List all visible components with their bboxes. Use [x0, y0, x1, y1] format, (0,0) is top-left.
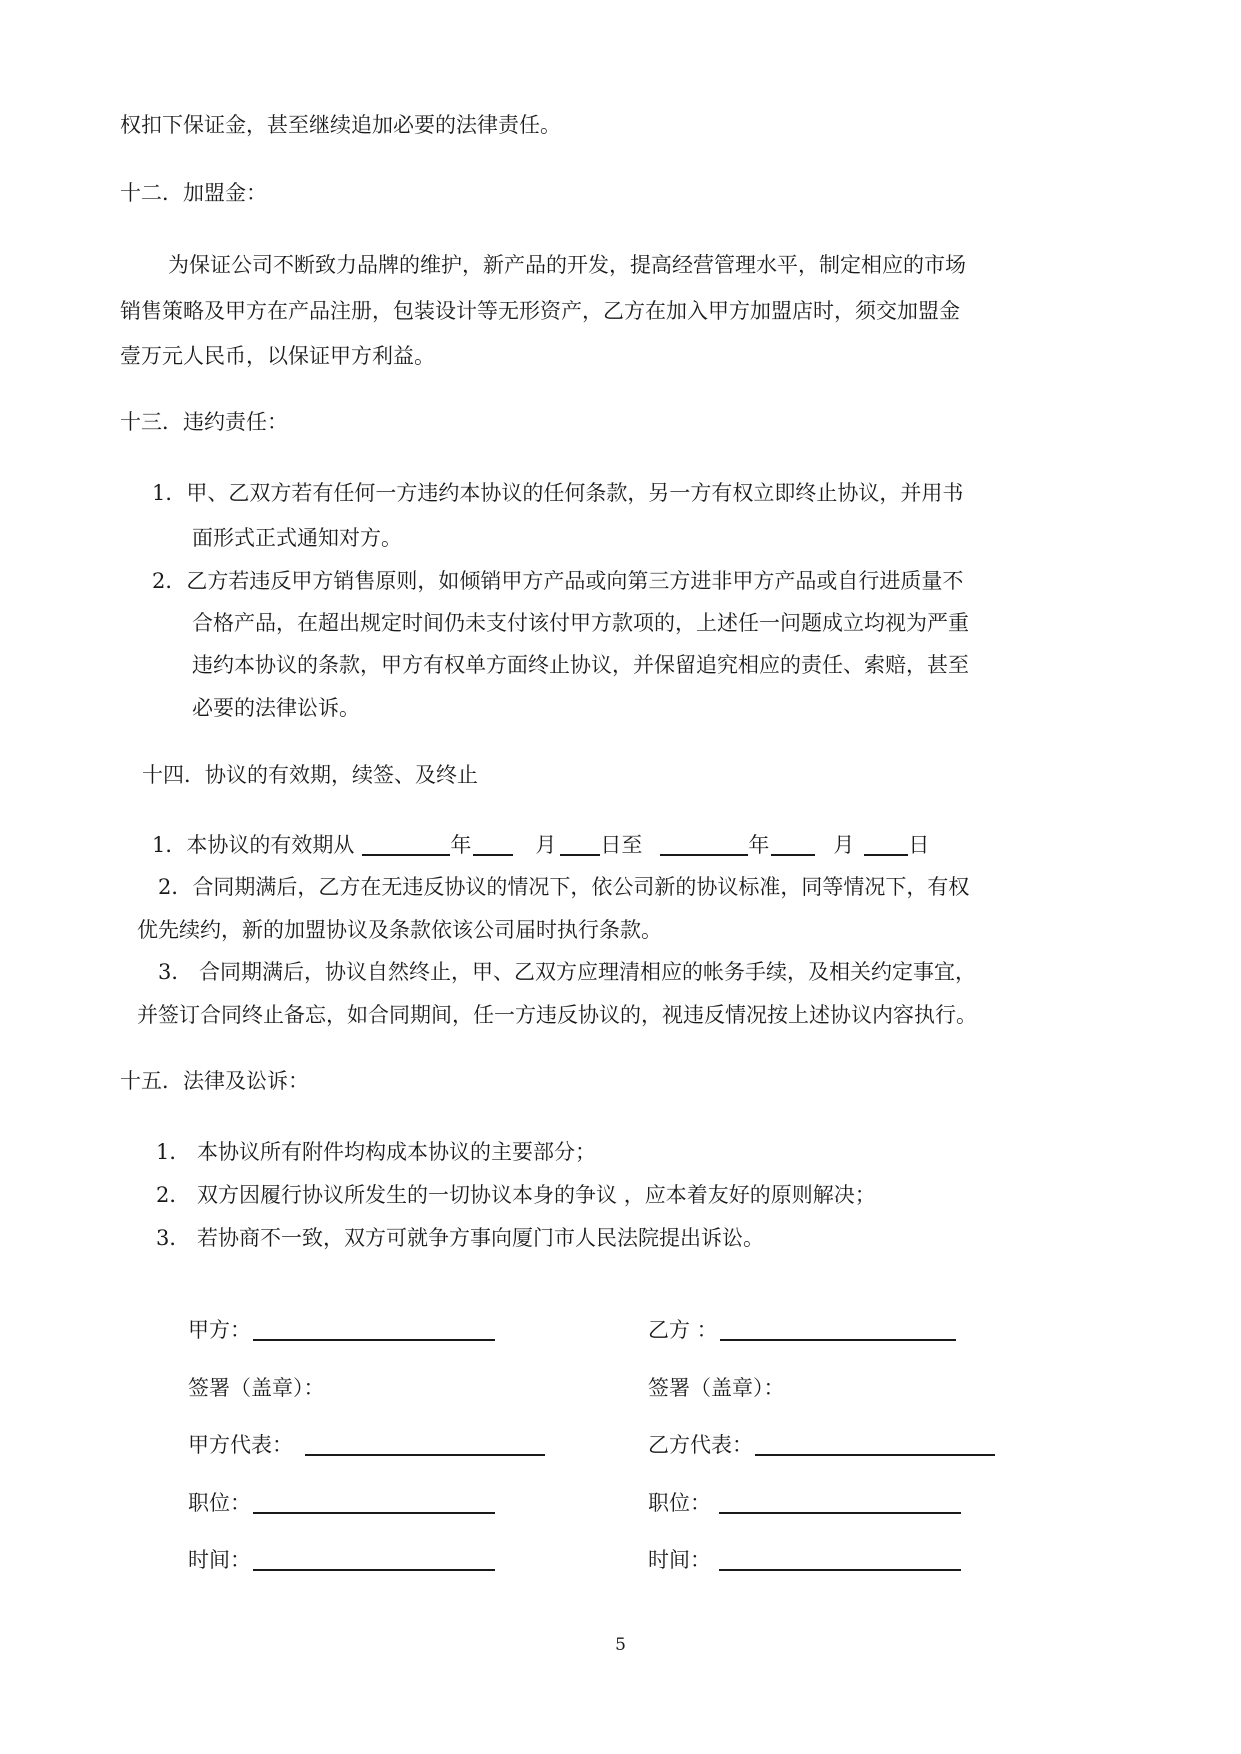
- party-b-blank[interactable]: [720, 1317, 956, 1341]
- pos-b-blank[interactable]: [719, 1490, 961, 1514]
- paragraph-line: 销售策略及甲方在产品注册，包装设计等无形资产，乙方在加入甲方加盟店时，须交加盟金: [120, 299, 960, 323]
- day-to-label: 日至: [600, 833, 643, 857]
- end-day-blank[interactable]: [864, 832, 908, 856]
- list-item-line: 面形式正式通知对方。: [192, 526, 402, 550]
- pos-b-row: [648, 1488, 961, 1518]
- party-a-label: 甲方：: [188, 1318, 251, 1342]
- section-heading-12: 十二．加盟金：: [120, 181, 267, 205]
- month-label: 月: [535, 833, 557, 857]
- rep-b-label: 乙方代表：: [648, 1433, 753, 1457]
- list-item-line: 3． 若协商不一致，双方可就争方事向厦门市人民法院提出诉讼。: [156, 1226, 765, 1250]
- list-item-line: 2．合同期满后，乙方在无违反协议的情况下，依公司新的协议标准，同等情况下，有权: [158, 875, 970, 899]
- pos-a-row: [188, 1488, 495, 1518]
- start-year-blank[interactable]: [362, 832, 450, 856]
- time-b-row: [648, 1545, 961, 1575]
- pos-b-label: 职位：: [648, 1491, 711, 1515]
- text-line: 权扣下保证金，甚至继续追加必要的法律责任。: [120, 113, 561, 137]
- sign-a-label: 签署（盖章）：: [188, 1376, 325, 1400]
- pos-a-blank[interactable]: [253, 1490, 495, 1514]
- rep-b-blank[interactable]: [755, 1432, 995, 1456]
- rep-a-row: [188, 1430, 545, 1460]
- end-year-blank[interactable]: [660, 832, 748, 856]
- time-a-label: 时间：: [188, 1548, 251, 1572]
- party-a-row: [188, 1315, 495, 1345]
- validity-label: 1．本协议的有效期从: [152, 833, 355, 857]
- section-heading-14: 十四．协议的有效期，续签、及终止: [142, 763, 478, 787]
- end-month-blank[interactable]: [771, 832, 815, 856]
- time-a-blank[interactable]: [253, 1547, 495, 1571]
- start-day-blank[interactable]: [560, 832, 600, 856]
- rep-a-label: 甲方代表：: [188, 1433, 293, 1457]
- list-item-line: 2．乙方若违反甲方销售原则，如倾销甲方产品或向第三方进非甲方产品或自行进质量不: [152, 569, 964, 593]
- year-label: 年: [450, 833, 472, 857]
- sign-b-label: 签署（盖章）：: [648, 1376, 785, 1400]
- section-heading-15: 十五．法律及讼诉：: [120, 1069, 309, 1093]
- day-label-2: 日: [908, 833, 930, 857]
- list-item-line: 1． 本协议所有附件均构成本协议的主要部分；: [156, 1140, 597, 1164]
- rep-b-row: [648, 1430, 995, 1460]
- list-item-line: 违约本协议的条款，甲方有权单方面终止协议，并保留追究相应的责任、索赔，甚至: [192, 653, 969, 677]
- start-month-blank[interactable]: [473, 832, 513, 856]
- pos-a-label: 职位：: [188, 1491, 251, 1515]
- time-b-blank[interactable]: [719, 1547, 961, 1571]
- paragraph-line: 壹万元人民币，以保证甲方利益。: [120, 344, 435, 368]
- time-a-row: [188, 1545, 495, 1575]
- party-b-label: 乙方 ：: [648, 1318, 718, 1342]
- year-label-2: 年: [748, 833, 770, 857]
- list-item-line: 2． 双方因履行协议所发生的一切协议本身的争议 ，应本着友好的原则解决；: [156, 1183, 876, 1207]
- list-item-line: 必要的法律讼诉。: [192, 696, 360, 720]
- page-number: 5: [615, 1635, 626, 1655]
- party-b-row: [648, 1315, 956, 1345]
- time-b-label: 时间：: [648, 1548, 711, 1572]
- validity-period-line: [152, 830, 929, 860]
- paragraph-line: 为保证公司不断致力品牌的维护，新产品的开发，提高经营管理水平，制定相应的市场: [168, 253, 966, 277]
- list-item-line: 优先续约，新的加盟协议及条款依该公司届时执行条款。: [137, 918, 662, 942]
- rep-a-blank[interactable]: [305, 1432, 545, 1456]
- list-item-line: 3． 合同期满后，协议自然终止，甲、乙双方应理清相应的帐务手续，及相关约定事宜，: [158, 960, 977, 984]
- list-item-line: 合格产品，在超出规定时间仍未支付该付甲方款项的，上述任一问题成立均视为严重: [192, 611, 969, 635]
- list-item-line: 并签订合同终止备忘，如合同期间，任一方违反协议的，视违反情况按上述协议内容执行。: [137, 1003, 977, 1027]
- section-heading-13: 十三．违约责任：: [120, 410, 288, 434]
- party-a-blank[interactable]: [253, 1317, 495, 1341]
- month-label-2: 月: [833, 833, 855, 857]
- list-item-line: 1．甲、乙双方若有任何一方违约本协议的任何条款，另一方有权立即终止协议，并用书: [152, 481, 964, 505]
